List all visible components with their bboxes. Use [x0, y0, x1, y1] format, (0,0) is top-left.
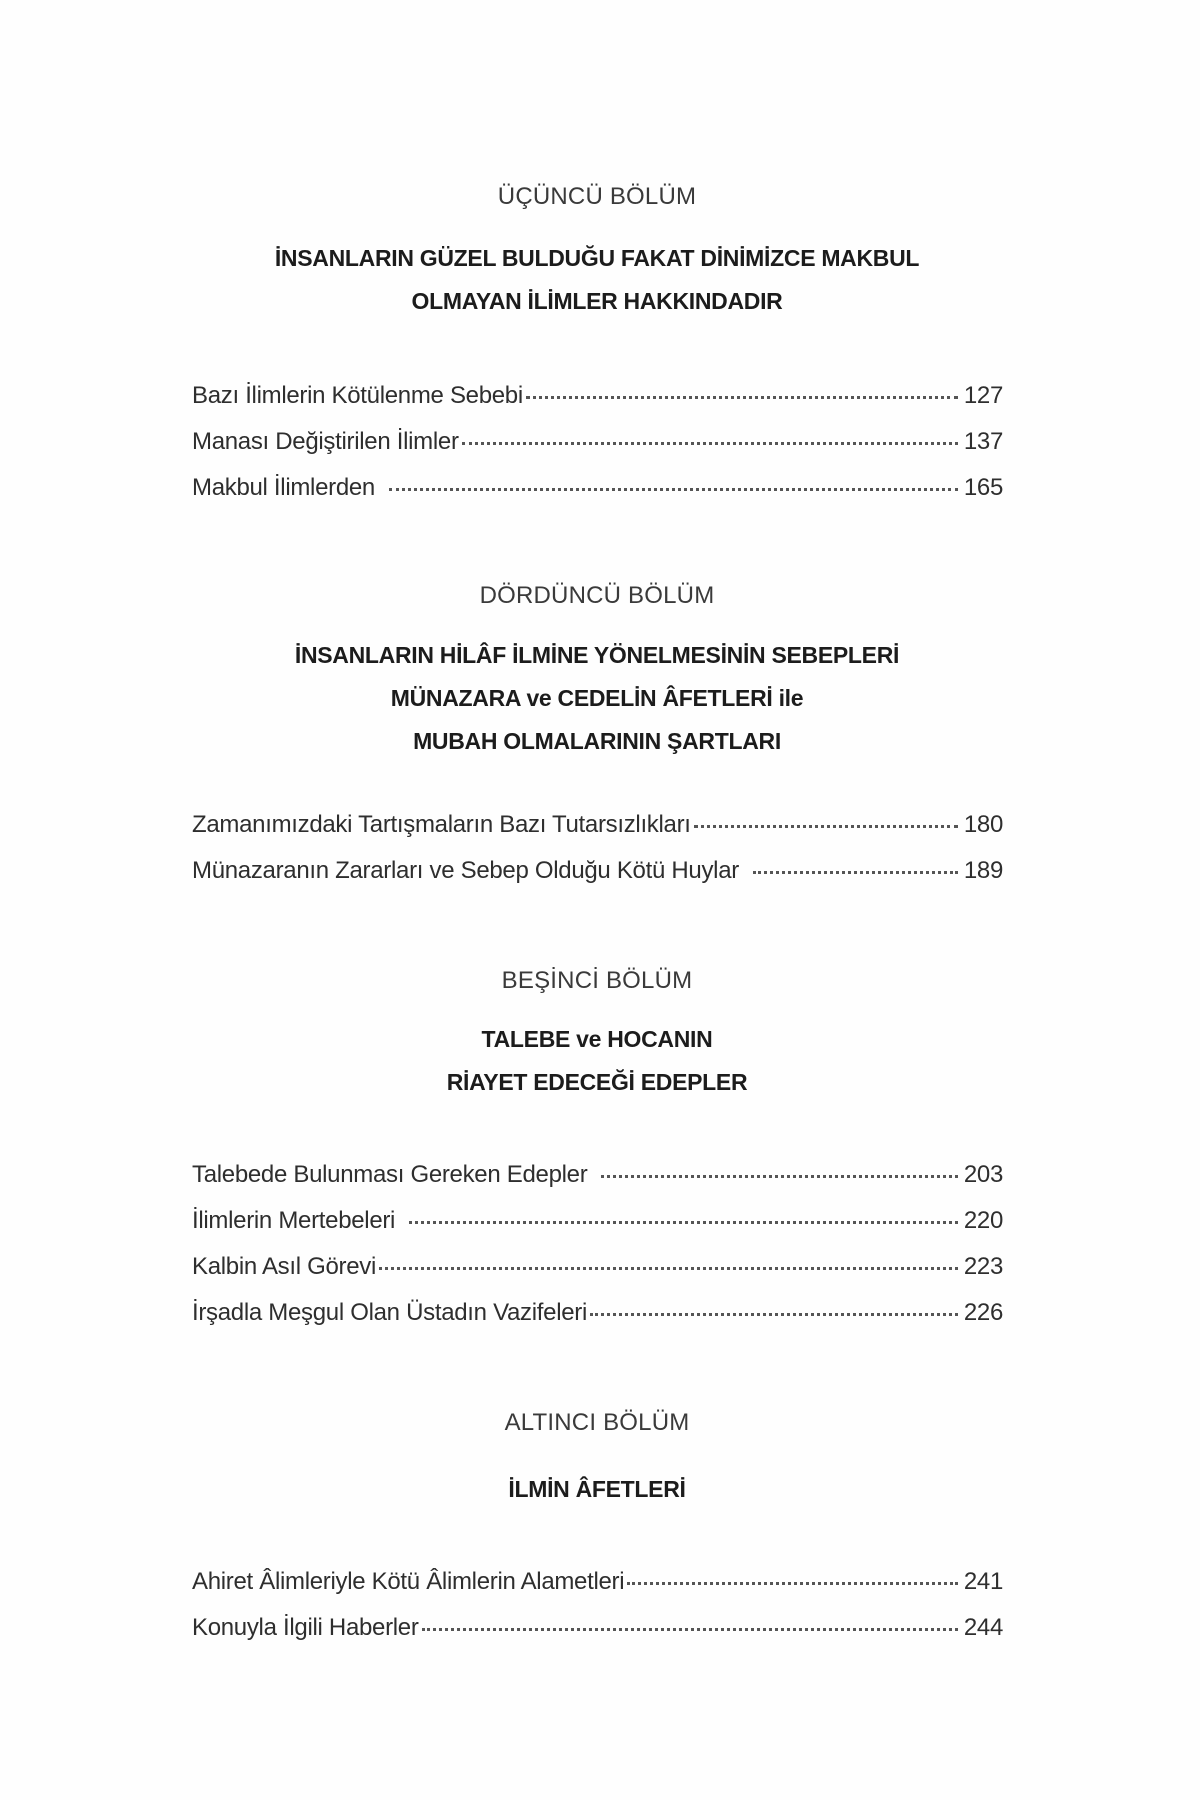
toc-list-section-6 — [192, 1568, 1003, 1660]
chapter-title-line: MUBAH OLMALARININ ŞARTLARI — [413, 728, 781, 754]
toc-entry-page: 189 — [963, 857, 1003, 884]
dot-leader — [422, 1628, 958, 1631]
toc-entry-title: Kalbin Asıl Görevi — [192, 1253, 377, 1280]
dot-leader — [389, 488, 958, 491]
chapter-title-line: OLMAYAN İLİMLER HAKKINDADIR — [411, 288, 783, 314]
toc-entry-page: 137 — [963, 428, 1003, 455]
dot-leader — [526, 396, 958, 399]
dot-leader — [379, 1267, 958, 1270]
toc-list-section-4 — [192, 811, 1003, 903]
toc-entry[interactable] — [192, 857, 1003, 903]
toc-entry-title: Manası Değiştirilen İlimler — [192, 428, 459, 455]
toc-entry-page: 180 — [963, 811, 1003, 838]
toc-entry[interactable] — [192, 428, 1003, 474]
dot-leader — [462, 442, 958, 445]
toc-entry-page: 127 — [963, 382, 1003, 409]
dot-leader — [590, 1313, 958, 1316]
chapter-title-line: TALEBE ve HOCANIN — [481, 1026, 713, 1052]
chapter-label-5: BEŞİNCİ BÖLÜM — [501, 967, 693, 994]
chapter-title-4 — [0, 634, 1197, 763]
toc-entry[interactable] — [192, 1568, 1003, 1614]
toc-list-section-3 — [192, 382, 1003, 520]
chapter-title-line: İNSANLARIN GÜZEL BULDUĞU FAKAT DİNİMİZCE MAKBUL — [274, 245, 920, 271]
chapter-title-line: MÜNAZARA ve CEDELİN ÂFETLERİ ile — [390, 685, 804, 711]
chapter-title-6 — [0, 1468, 1197, 1511]
chapter-title-5 — [0, 1018, 1197, 1104]
toc-entry-page: 223 — [963, 1253, 1003, 1280]
toc-entry-page: 226 — [963, 1299, 1003, 1326]
dot-leader — [627, 1582, 958, 1585]
toc-list-section-5 — [192, 1161, 1003, 1345]
toc-entry-title: Bazı İlimlerin Kötülenme Sebebi — [192, 382, 523, 409]
toc-entry-title: İrşadla Meşgul Olan Üstadın Vazifeleri — [192, 1299, 588, 1326]
chapter-label-6: ALTINCI BÖLÜM — [504, 1409, 690, 1436]
dot-leader — [753, 871, 958, 874]
toc-entry[interactable] — [192, 382, 1003, 428]
toc-entry[interactable] — [192, 1253, 1003, 1299]
toc-entry-title: Zamanımızdaki Tartışmaların Bazı Tutarsızlıkları — [192, 811, 691, 838]
chapter-title-line: İLMİN ÂFETLERİ — [508, 1476, 686, 1502]
toc-entry-page: 203 — [963, 1161, 1003, 1188]
toc-entry-title: Makbul İlimlerden — [192, 474, 375, 501]
toc-entry-title: İlimlerin Mertebeleri — [192, 1207, 396, 1234]
toc-entry-page: 244 — [963, 1614, 1003, 1641]
toc-entry[interactable] — [192, 1614, 1003, 1660]
toc-entry-title: Konuyla İlgili Haberler — [192, 1614, 419, 1641]
toc-entry-title: Ahiret Âlimleriyle Kötü Âlimlerin Alametleri — [192, 1568, 625, 1595]
toc-entry-page: 165 — [963, 474, 1003, 501]
toc-entry-title: Talebede Bulunması Gereken Edepler — [192, 1161, 588, 1188]
chapter-title-3 — [0, 237, 1197, 323]
dot-leader — [409, 1221, 958, 1224]
dot-leader — [694, 825, 958, 828]
chapter-label-3: ÜÇÜNCÜ BÖLÜM — [497, 183, 697, 210]
toc-entry[interactable] — [192, 1161, 1003, 1207]
toc-entry[interactable] — [192, 1207, 1003, 1253]
chapter-title-line: RİAYET EDECEĞİ EDEPLER — [446, 1069, 748, 1095]
chapter-title-line: İNSANLARIN HİLÂF İLMİNE YÖNELMESİNİN SEBEPLERİ — [294, 642, 900, 668]
toc-entry-page: 220 — [963, 1207, 1003, 1234]
toc-entry[interactable] — [192, 474, 1003, 520]
chapter-label-4: DÖRDÜNCÜ BÖLÜM — [479, 582, 715, 609]
toc-entry[interactable] — [192, 1299, 1003, 1345]
toc-entry-title: Münazaranın Zararları ve Sebep Olduğu Kötü Huylar — [192, 857, 739, 884]
toc-entry-page: 241 — [963, 1568, 1003, 1595]
dot-leader — [601, 1175, 958, 1178]
toc-entry[interactable] — [192, 811, 1003, 857]
